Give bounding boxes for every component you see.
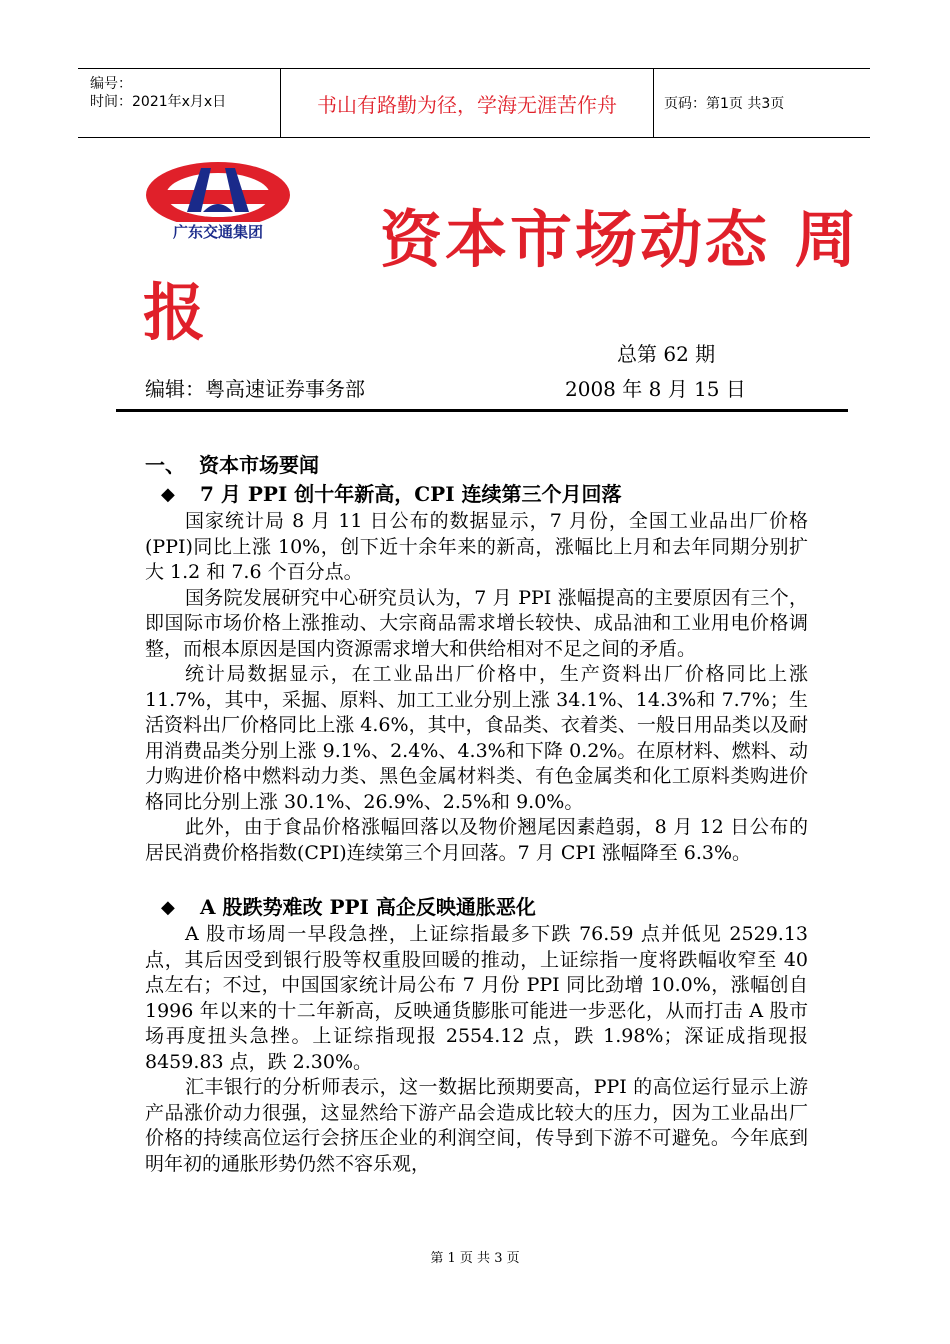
news-headline — [145, 480, 808, 509]
section-title: 资本市场要闻 — [199, 453, 319, 477]
headline-text: 7 月 PPI 创十年新高，CPI 连续第三个月回落 — [200, 482, 622, 506]
header-meta-cell — [78, 69, 281, 137]
news-headline — [145, 893, 808, 922]
page-info: 页码：第1页 共3页 — [664, 96, 785, 112]
diamond-bullet-icon: ◆ — [161, 484, 175, 505]
logo-text: 广东交通集团 — [172, 223, 264, 241]
document-header-table — [78, 68, 870, 138]
article-body — [145, 450, 808, 1177]
issue-number: 总第 62 期 — [617, 342, 716, 366]
paragraph: 国家统计局 8 月 11 日公布的数据显示，7 月份，全国工业品出厂价格(PPI)同比上涨 10%，创下近十余年来的新高，涨幅比上月和去年同期分别扩大 1.2 和 7.6 个百分点。 — [145, 510, 808, 583]
section-heading — [145, 450, 808, 480]
time-label: 时间：2021年x月x日 — [90, 94, 227, 110]
publish-date: 2008 年 8 月 15 日 — [565, 377, 746, 401]
title-divider — [116, 409, 848, 412]
paragraph: 国务院发展研究中心研究员认为，7 月 PPI 涨幅提高的主要原因有三个，即国际市场价格上涨推动、大宗商品需求增长较快、成品油和工业用电价格调整，而根本原因是国内资源需求增大和供给相对不足之间的矛盾。 — [145, 586, 808, 660]
report-title-line2: 报 — [143, 276, 206, 349]
paragraph: 汇丰银行的分析师表示，这一数据比预期要高，PPI 的高位运行显示上游产品涨价动力很强，这显然给下游产品会造成比较大的压力，因为工业品出厂价格的持续高位运行会挤压企业的利润空间，传导到下游不可避免。今年底到明年初的通胀形势仍然不容乐观， — [145, 1076, 808, 1175]
paragraph: A 股市场周一早段急挫，上证综指最多下跌 76.59 点并低见 2529.13 点，其后因受到银行股等权重股回暖的推动，上证综指一度将跌幅收窄至 40 点左右；不过，中国国家统计局公布 7 月份 PPI 同比劲增 10.0%，涨幅创自 1996 年以来的十二年新高，反映通货膨胀可能进一步恶化，从而打击 A 股市场再度扭头急挫。上证综指现报 2554.12 点，跌 1.98%；深证成指现报 8459.83 点，跌 2.30%。 — [145, 923, 808, 1073]
headline-text: A 股跌势难改 PPI 高企反映通胀恶化 — [200, 895, 536, 919]
diamond-bullet-icon: ◆ — [161, 897, 175, 918]
paragraph: 统计局数据显示，在工业品出厂价格中，生产资料出厂价格同比上涨 11.7%，其中，采掘、原料、加工工业分别上涨 34.1%、14.3%和 7.7%；生活资料出厂价格同比上涨 4.6%，其中，食品类、衣着类、一般日用品类以及耐用消费品类分别上涨 9.1%、2.4%、4.3%和下降 0.2%。在原材料、燃料、动力购进价格中燃料动力类、黑色金属材料类、有色金属类和化工原料类购进价格同比分别上涨 30.1%、26.9%、2.5%和 9.0%。 — [145, 663, 808, 813]
spacer — [145, 866, 808, 893]
company-logo — [143, 160, 293, 242]
paragraph: 此外，由于食品价格涨幅回落以及物价翘尾因素趋弱，8 月 12 日公布的居民消费价格指数(CPI)连续第三个月回落。7 月 CPI 涨幅降至 6.3%。 — [145, 816, 808, 864]
editor-line: 编辑：粤高速证券事务部 — [145, 377, 365, 401]
motto: 书山有路勤为径，学海无涯苦作舟 — [281, 69, 654, 137]
section-number: 一、 — [145, 453, 185, 477]
page-footer: 第 1 页 共 3 页 — [430, 1251, 520, 1266]
number-label: 编号： — [90, 76, 132, 92]
report-title-line1: 资本市场动态 周 — [380, 203, 860, 276]
